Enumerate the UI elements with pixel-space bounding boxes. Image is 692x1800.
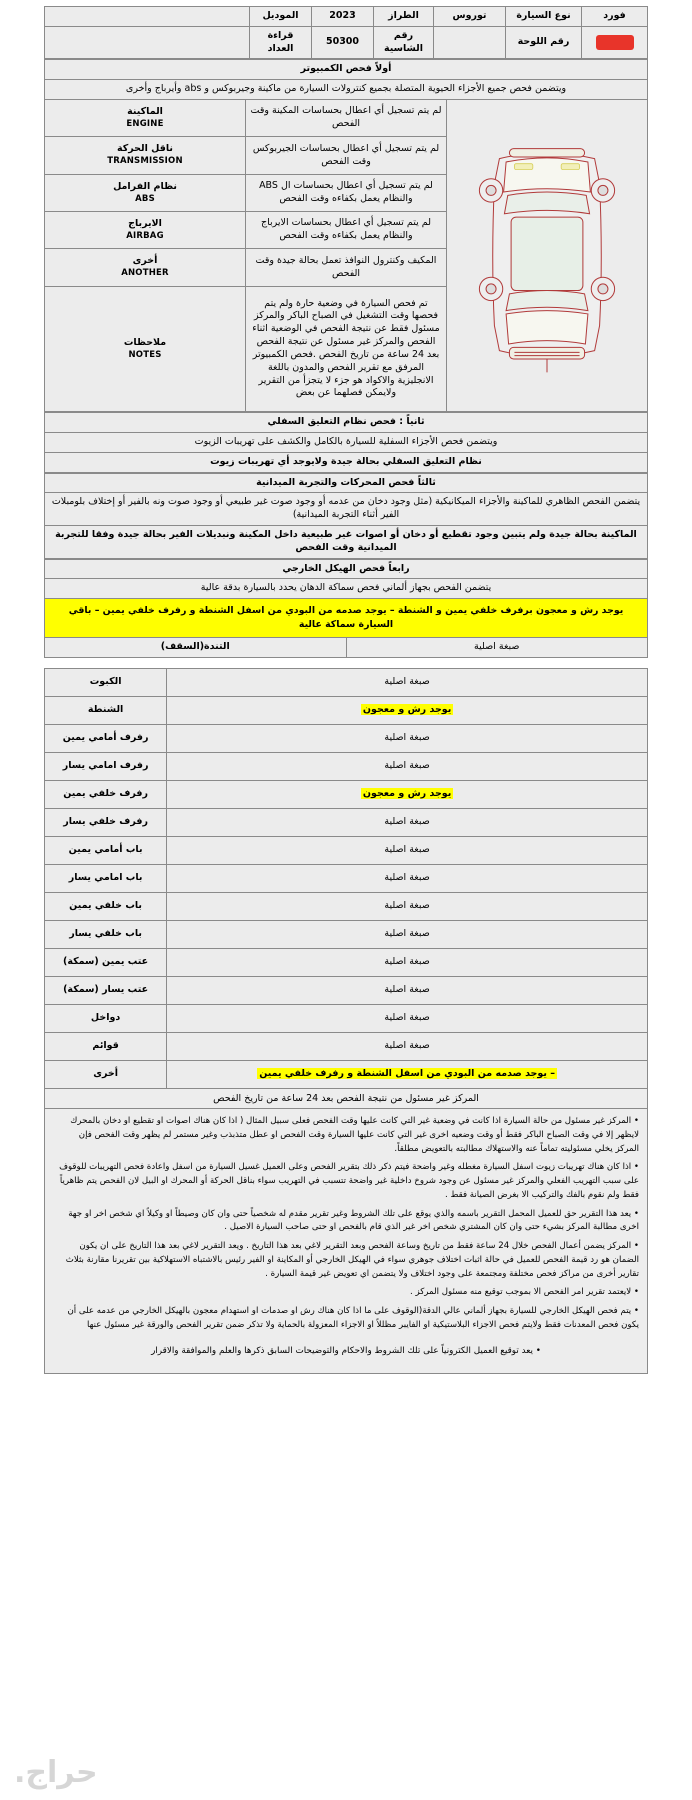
engine-label-ar: الماكينة [127,106,163,118]
chassis-value [434,26,506,59]
car-outline-svg [451,103,643,408]
panel-label-other: أخرى [45,1061,167,1089]
section1-title: أولاً فحص الكمبيوتر [45,60,648,80]
trim-label: الموديل [250,7,312,27]
transmission-label-en: TRANSMISSION [107,156,183,167]
panel-label-trunk: الشنطة [45,697,167,725]
plate-redaction-icon [596,35,634,50]
table-row-inner [45,1005,648,1033]
notes-label-ar: ملاحظات [123,336,167,348]
notes-value: تم فحص السيارة في وضعية حارة ولم يتم فحصها وقت التشغيل في الصباح الباكر والمركز مسئول فقط عن نتيجة الفحص في الوضعية اثناء الفحص والمركز غير مسئول عن نتيجة الفحص بعد 24 ساعة من تاريخ الفحص .فحص الكمبيوتر المرفق مع تقرير الفحص والمدون باللغة الانجليزية والاكواد هو جزء لا يتجزأ من التقرير ولايمكن فصلهما عن بعض [246,286,447,411]
table-row-sill-l [45,977,648,1005]
final-agreement-line: • يعد توقيع العميل الكترونياً على تلك الشروط والاحكام والتوضيحات السابق ذكرها والعلم والموافقة والاقرار [151,1345,541,1356]
section2-desc: ويتضمن فحص الأجزاء السفلية للسيارة بالكامل والكشف على تهريبات الزيوت [45,432,648,452]
table-row-hood [45,669,648,697]
model-value: توروس [434,7,506,27]
panel-value-door-fl: صبغة اصلية [167,865,648,893]
header-table [44,6,648,59]
table-row-door-fr [45,837,648,865]
car-type-value: فورد [582,7,648,27]
table-row-fender-rr [45,781,648,809]
paint-summary-highlight: خلفي يمين [102,605,155,617]
header-blank-1 [45,7,250,27]
section2-result-row [45,452,648,472]
section2-table [44,412,648,472]
panel-value-fender-rl: صبغة اصلية [167,809,648,837]
body-panels-table [44,668,648,1089]
another-label-ar: أخرى [132,255,158,267]
panel-value-hood: صبغة اصلية [167,669,648,697]
panel-label-door-rr: باب خلفي يمين [45,893,167,921]
table-row-pillars [45,1033,648,1061]
term-5: • لايعتمد تقرير امر الفحص الا بموجب توقيع منه مسئول المركز . [410,1287,639,1298]
panel-label-sill-r: عتب يمين (سمكة) [45,949,167,977]
panel-label-pillars: قوائم [45,1033,167,1061]
section2-title: ثانياً : فحص نظام التعليق السفلي [45,413,648,433]
engine-label [45,100,246,137]
panel-label-fender-fl: رفرف امامي يسار [45,753,167,781]
panel-label-inner: دواخل [45,1005,167,1033]
table-row-door-rr [45,893,648,921]
car-diagram-canvas [451,103,643,408]
term-1: • المركز غير مسئول من حالة السيارة اذا كانت في وضعية غير التي كانت عليها وقت الفحص فعلى سبيل المثال ( اذا كان هناك اصوات او تقطيع او دخان بالمحرك لايظهر إلا في وقت الصباح الباكر فقط أو وقت وضعيه اخرى غير التي كانت عليها السيارة وقت الفحص او عطل متذبذب وغير مستمر لم يظهر وقت الفحص فإن المركز يخلي مسئوليته تماماً عنه والاستهلاك مطالبته بالتعويض مطلقاً. [70,1116,639,1154]
paint-summary [45,599,648,638]
another-label-en: ANOTHER [121,268,169,279]
term-4: • المركز يضمن أعمال الفحص خلال 24 ساعة فقط من تاريخ وساعة الفحص وبعد التقرير لاغي بعد هذا التاريخ . ويعد التقرير لاغي بعد هذا التاريخ على ان يكون الضمان هو رد قيمة الفحص للعميل في حالة اثبات اختلاف جوهري سواء في الهيكل الخارجي أو المكاينة او الفير رئيس بالاشتباه الاستهلاكية بين تقريرنا مقارنة بثلاث تقارير أخرى من مراكز فحص مختلفة ومجتمعة على وجود اختلاف ولا يتضمن اي تعويض غير قيمة السيارة . [65,1241,639,1279]
another-value: المكيف وكنترول النوافذ تعمل بحالة جيدة وقت الفحص [246,249,447,286]
car-diagram [447,100,648,412]
another-label [45,249,246,286]
header-blank-2 [45,26,250,59]
section2-result: نظام التعليق السفلي بحالة جيدة ولايوجد أي تهريبات زيوت [45,452,648,472]
responsibility-note: المركز غير مسئول من نتيجة الفحص بعد 24 ساعة من تاريخ الفحص [44,1089,648,1109]
section4-title: رابعاً فحص الهيكل الخارجي [45,559,648,579]
terms-block [44,1109,648,1374]
transmission-label-ar: ناقل الحركة [116,143,173,155]
section4-summary-row [45,599,648,638]
panel-value-inner: صبغة اصلية [167,1005,648,1033]
section4-desc-row [45,579,648,599]
panel-label-fender-rr: رفرف خلفي يمين [45,781,167,809]
abs-label-ar: نظام الفرامل [113,180,177,192]
airbag-label-ar: الايرباج [128,218,162,230]
panel-value-door-rr: صبغة اصلية [167,893,648,921]
section3-desc-row [45,493,648,526]
section3-table [44,473,648,559]
watermark-logo: حراج. [14,1755,98,1790]
panel-value-fender-fr: صبغة اصلية [167,725,648,753]
table-row-sill-r [45,949,648,977]
section2-desc-row [45,432,648,452]
roof-value: صبغة اصلية [346,638,648,658]
notes-label [45,286,246,411]
table-row-door-rl [45,921,648,949]
panel-value-door-fr: صبغة اصلية [167,837,648,865]
panel-value-sill-r: صبغة اصلية [167,949,648,977]
header-row-2 [45,26,648,59]
section1-desc: ويتضمن فحص جميع الأجزاء الحيوية المتصلة بجميع كنترولات السيارة من ماكينة وجيربوكس و abs وأيرباج وأخرى [45,80,648,100]
engine-label-en: ENGINE [126,118,164,129]
table-row-other [45,1061,648,1089]
paint-summary-suffix: – باقي السيارة سماكة عالية [68,605,394,631]
table-row-trunk [45,697,648,725]
model-label: الطراز [374,7,434,27]
section3-result: الماكينة بحالة جيدة ولم يتبين وجود تقطيع أو دخان أو اصوات غير طبيعية داخل المكينة ونبديلات الفير بحالة جيدة وفقا للتجربة الميدانية وقت الفحص [45,525,648,558]
table-row-door-fl [45,865,648,893]
transmission-label [45,137,246,174]
panel-value-fender-fl: صبغة اصلية [167,753,648,781]
roof-label: التندة(السقف) [45,638,347,658]
table-row-fender-fl [45,753,648,781]
panel-value-trunk [167,697,648,725]
abs-label [45,174,246,211]
panel-label-hood: الكبوت [45,669,167,697]
panel-label-door-rl: باب خلفي يسار [45,921,167,949]
engine-value: لم يتم تسجيل أي اعطال بحساسات المكينة وقت الفحص [246,100,447,137]
section4-desc: يتضمن الفحص بجهاز ألماني فحص سماكة الدهان يحدد بالسيارة بدقة عالية [45,579,648,599]
section3-title: ثالثاً فحص المحركات والتجربة الميدانية [45,473,648,493]
panel-value-other [167,1061,648,1089]
term-6: • يتم فحص الهيكل الخارجي للسيارة بجهاز ألماني عالي الدقة(الوقوف على ما اذا كان هناك رش او صدمات او استهدام معجون بالهيكل الخارجي من عدمه على أن يكون فحص المعدنات فقط ولايتم فحص الاجزاء البلاستيكية او الفايبر مظللاً او الاجزاء المعزولة بالحماية ولا تذكر ضمن تقرير الفحص والورقة غير مسئول عنها [67,1306,639,1330]
engine-row [45,100,648,137]
panel-label-fender-fr: رفرف أمامي يمين [45,725,167,753]
trim-value: 2023 [312,7,374,27]
roof-row [45,638,648,658]
abs-value: لم يتم تسجيل أي اعطال بحساسات ال ABS والنظام يعمل بكفاءه وقت الفحص [246,174,447,211]
panel-value-pillars: صبغة اصلية [167,1033,648,1061]
airbag-label [45,212,246,249]
table-row-fender-rl [45,809,648,837]
airbag-label-en: AIRBAG [126,230,164,241]
section1-table [44,59,648,412]
odometer-label: قراءة العداد [250,26,312,59]
panel-value-fender-rr [167,781,648,809]
section4-table [44,559,648,659]
section3-result-row [45,525,648,558]
section1-title-row [45,60,648,80]
notes-label-en: NOTES [128,349,162,360]
section1-desc-row [45,80,648,100]
paint-summary-prefix: يوجد رش و معجون برفرف خلفي يمين و الشنطة – يوجد صدمه من البودي من اسفل الشنطة و رفرف [158,605,624,617]
transmission-value: لم يتم تسجيل أي اعطال بحساسات الجيربوكس وقت الفحص [246,137,447,174]
panel-value-other-text: – يوجد صدمه من البودي من اسفل الشنطة و رفرف خلفي يمين [259,1068,555,1080]
abs-label-en: ABS [135,193,155,204]
section3-desc: يتضمن الفحص الظاهري للماكينة والأجزاء الميكانيكية (مثل وجود دخان من عدمه أو وجود صوت غير طبيعي أو وجود صوت ونه بالفير أو إختلاف بلومبلات الفير أثناء التجربة الميدانية) [45,493,648,526]
panel-label-door-fr: باب أمامي يمين [45,837,167,865]
plate-label: رقم اللوحة [506,26,582,59]
panel-label-door-fl: باب امامي يسار [45,865,167,893]
airbag-value: لم يتم تسجيل أي اعطال بحساسات الايرباج والنظام يعمل بكفاءه وقت الفحص [246,212,447,249]
term-2: • اذا كان هناك تهريبات زيوت اسفل السيارة مغطله وغير واضحة فيتم ذكر ذلك بتقرير الفحص وعلى العميل غسيل السيارة من اسفل واعادة فحص التهريبات للوقوف على سبب التهريب الفعلي والمركز غير مسئول عن وجود شروخ داخلية غير واضحة تتسبب في التهريب سواء بناقل الحركة أو المحرك او البيل لان الفحص يتم ظاهرياً فقط ولم نقوم بالفك والتركيب الا بغرض الصيانة فقط . [59,1162,639,1200]
car-type-label: نوع السيارة [506,7,582,27]
section2-title-row [45,413,648,433]
odometer-value: 50300 [312,26,374,59]
panel-value-sill-l: صبغة اصلية [167,977,648,1005]
panel-value-fender-rr-text: يوجد رش و معجون [362,788,452,800]
table-row-fender-fr [45,725,648,753]
panel-value-door-rl: صبغة اصلية [167,921,648,949]
chassis-label: رقم الشاسية [374,26,434,59]
plate-value [582,26,648,59]
term-3: • يعد هذا التقرير حق للعميل المحمل التقرير باسمه والذي يوقع على تلك الشروط وغير تقرير مقدم له شخصياً حتى وان كان وصيطاً او وكيلاً اي شخص اخر او جهة اخرى مطالبة المركز بشيء حتى وان كان المشتري شخص اخر غير الذي قام بالفحص او حتى صاحب السيارة الاصيل . [68,1208,639,1233]
section4-title-row [45,559,648,579]
section3-title-row [45,473,648,493]
panel-label-sill-l: عتب يسار (سمكة) [45,977,167,1005]
header-row-1 [45,7,648,27]
panel-value-trunk-text: يوجد رش و معجون [362,704,452,716]
table-gap [0,658,692,668]
panel-label-fender-rl: رفرف خلفي يسار [45,809,167,837]
